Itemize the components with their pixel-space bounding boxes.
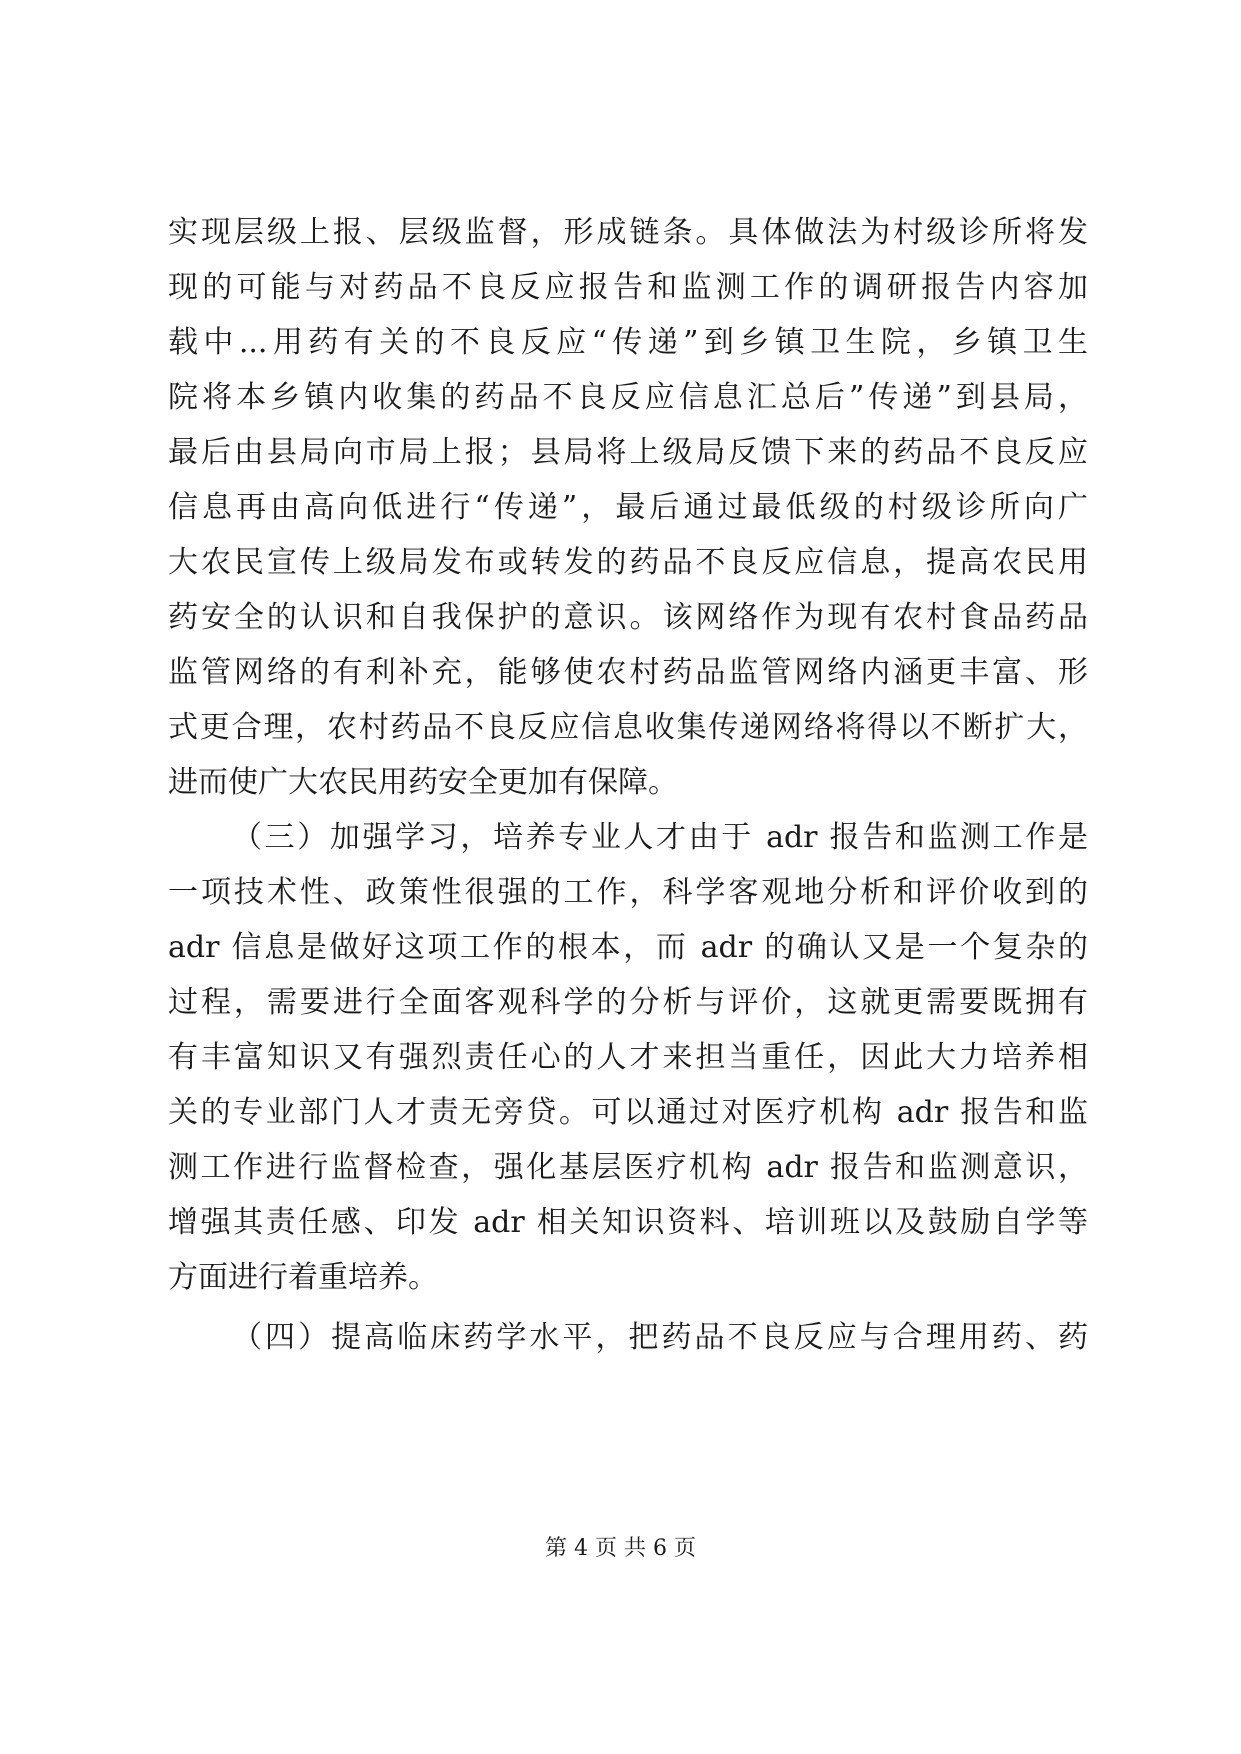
paragraph-line: 最后由县局向市局上报；县局将上级局反馈下来的药品不良反应 [168, 435, 1088, 470]
paragraph-line: 现的可能与对药品不良反应报告和监测工作的调研报告内容加 [168, 270, 1088, 305]
paragraph-line: adr 信息是做好这项工作的根本，而 adr 的确认又是一个复杂的 [168, 930, 1088, 965]
paragraph-line: 载中...用药有关的不良反应“传递”到乡镇卫生院，乡镇卫生 [168, 325, 1088, 360]
paragraph-line: 过程，需要进行全面客观科学的分析与评价，这就更需要既拥有 [168, 985, 1088, 1020]
paragraph-line: 有丰富知识又有强烈责任心的人才来担当重任，因此大力培养相 [168, 1040, 1088, 1075]
paragraph-line: 一项技术性、政策性很强的工作，科学客观地分析和评价收到的 [168, 875, 1088, 910]
paragraph-line: 测工作进行监督检查，强化基层医疗机构 adr 报告和监测意识， [168, 1150, 1088, 1185]
paragraph-line: 关的专业部门人才责无旁贷。可以通过对医疗机构 adr 报告和监 [168, 1095, 1088, 1130]
paragraph-line: 院将本乡镇内收集的药品不良反应信息汇总后”传递”到县局， [168, 380, 1088, 415]
paragraph-line: 方面进行着重培养。 [168, 1260, 438, 1295]
paragraph-line: 监管网络的有利补充，能够使农村药品监管网络内涵更丰富、形 [168, 655, 1088, 690]
paragraph-line: 式更合理，农村药品不良反应信息收集传递网络将得以不断扩大， [168, 710, 1088, 745]
paragraph-line: 大农民宣传上级局发布或转发的药品不良反应信息，提高农民用 [168, 545, 1088, 580]
paragraph-line: 进而使广大农民用药安全更加有保障。 [168, 765, 678, 800]
paragraph-line: 增强其责任感、印发 adr 相关知识资料、培训班以及鼓励自学等 [168, 1205, 1088, 1240]
paragraph-line: 实现层级上报、层级监督，形成链条。具体做法为村级诊所将发 [168, 215, 1088, 250]
page-footer: 第 4 页 共 6 页 [545, 1536, 696, 1561]
section-heading-line: （三）加强学习，培养专业人才由于 adr 报告和监测工作是 [232, 820, 1088, 855]
paragraph-line: 信息再由高向低进行“传递”，最后通过最低级的村级诊所向广 [168, 490, 1088, 525]
paragraph-line: 药安全的认识和自我保护的意识。该网络作为现有农村食品药品 [168, 600, 1088, 635]
section-heading-line: （四）提高临床药学水平，把药品不良反应与合理用药、药 [232, 1320, 1088, 1355]
